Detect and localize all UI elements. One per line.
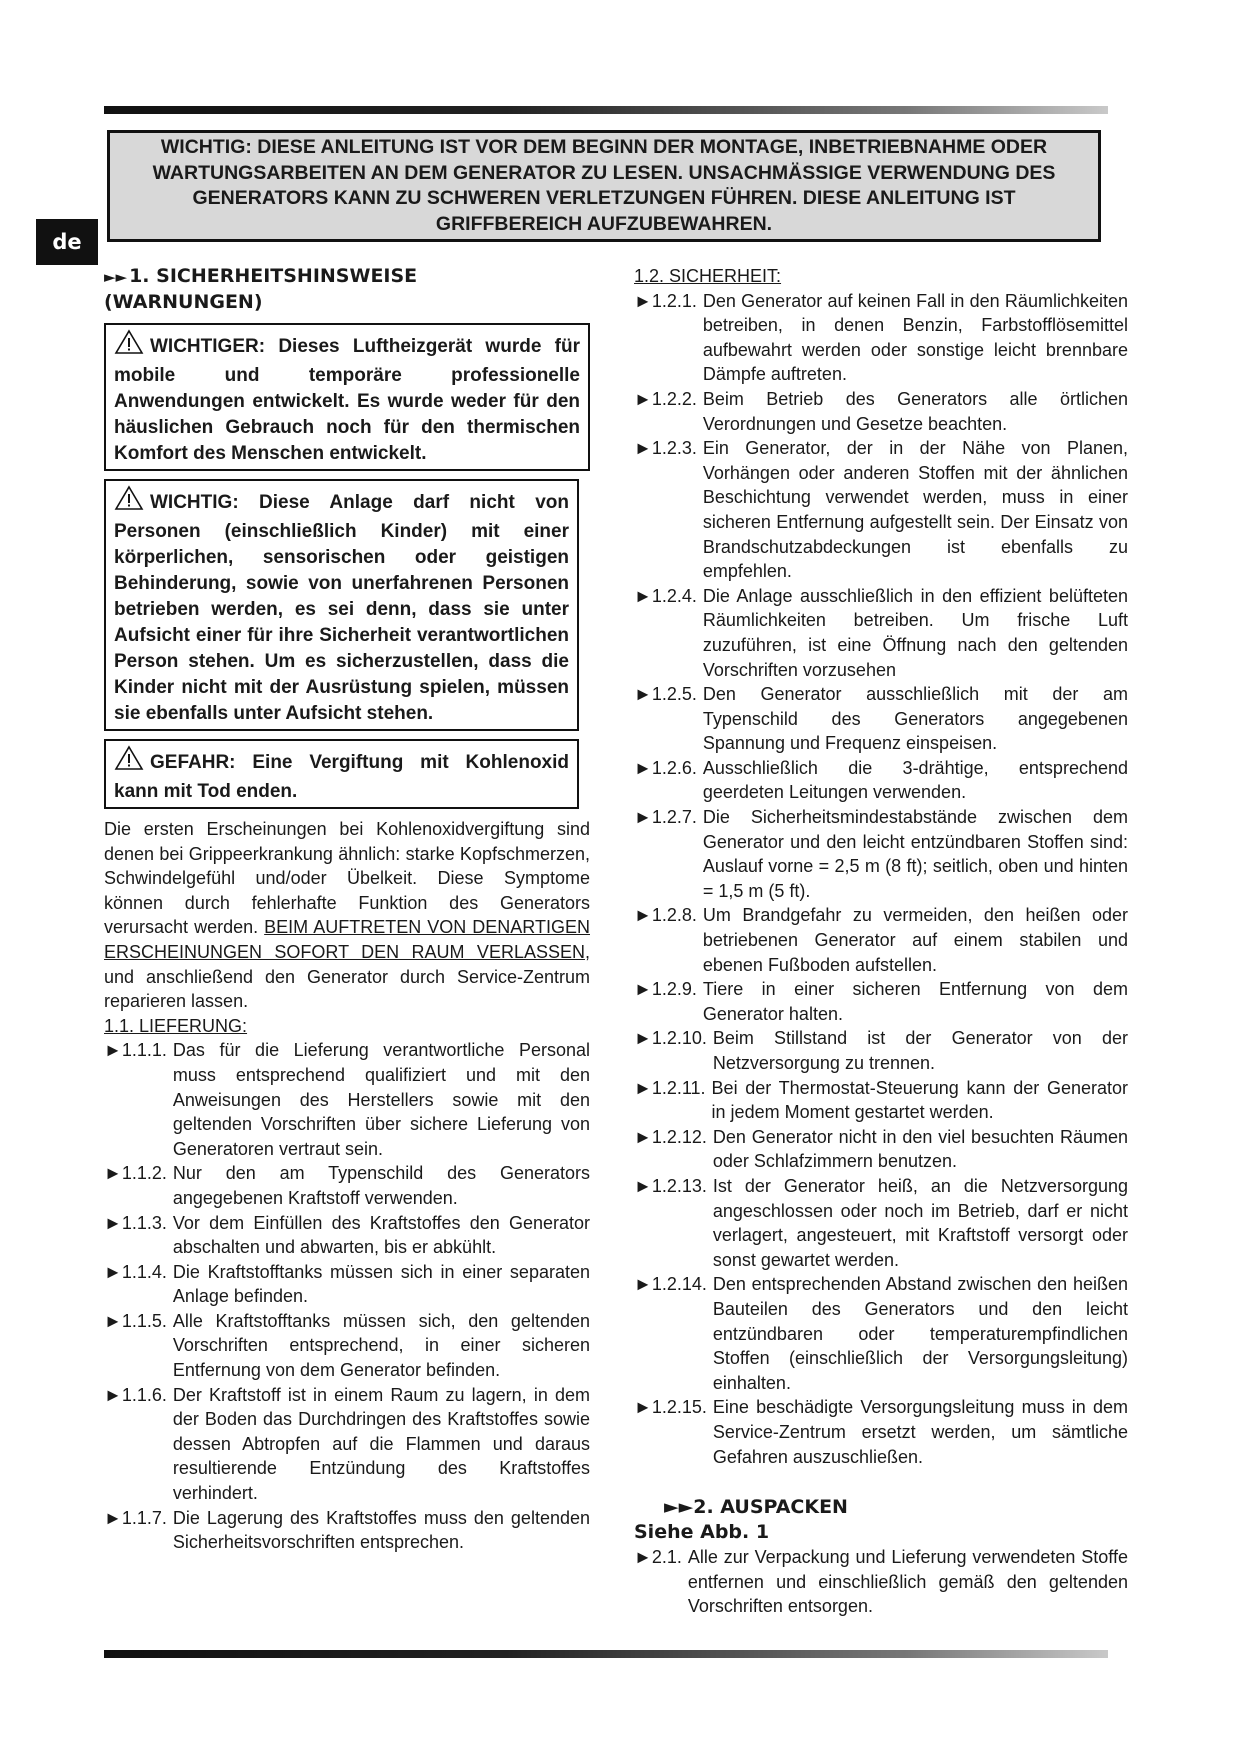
list-item: ►1.2.10. Beim Stillstand ist der Generator von der Netzversorgung zu trennen.: [634, 1028, 1128, 1073]
section2-title: 2. AUSPACKEN: [693, 1496, 848, 1519]
list-item: ►1.2.7. Die Sicherheitsmindestabstände zwischen dem Generator und den leicht entzündbaren Stoffen sind: Auslauf vorne = 2,5 m (8 ft); seitlich, oben und hinten = 1,5 m (5 ft).: [634, 807, 1128, 901]
delivery-list: [104, 1038, 590, 1554]
section1-arrows: ►►: [104, 268, 128, 286]
bullet-arrow-icon: ►: [634, 1175, 652, 1196]
important-banner: WICHTIG: DIESE ANLEITUNG IST VOR DEM BEGINN DER MONTAGE, INBETRIEBNAHME ODER WARTUNGSARBEITEN AN DEM GENERATOR ZU LESEN. UNSACHMÄSSIGE VERWENDUNG DES GENERATORS KANN ZU SCHWEREN VERLETZUNGEN FÜHREN. DIESE ANLEITUNG IST GRIFFBEREICH AUFZUBEWAHREN.: [107, 130, 1101, 242]
language-tab: de: [36, 219, 98, 265]
list-item: ►2.1. Alle zur Verpackung und Lieferung verwendeten Stoffe entfernen und einschließlich gemäß den geltenden Vorschriften entsorgen.: [634, 1547, 1128, 1617]
section1-heading: [104, 264, 590, 315]
list-item: ►1.2.4. Die Anlage ausschließlich in den effizient belüfteten Räumlichkeiten betreiben. Um frische Luft zuzuführen, ist eine Öffnung nach den geltenden Vorschriften vorzusehen: [634, 585, 1128, 680]
bullet-arrow-icon: ►: [634, 1028, 652, 1049]
list-item: ►1.1.3. Vor dem Einfüllen des Kraftstoffes den Generator abschalten und abwarten, bis er abkühlt.: [104, 1212, 590, 1258]
right-column: [634, 264, 1128, 1619]
section2-subtitle: Siehe Abb. 1: [634, 1521, 770, 1544]
top-rule: [104, 106, 1108, 114]
bullet-arrow-icon: ►: [104, 1310, 122, 1331]
list-item: ►1.2.1. Den Generator auf keinen Fall in den Räumlichkeiten betreiben, in denen Benzin, Farbstofflösemittel aufbewahrt werden oder sonstige leicht brennbare Dämpfe auftreten.: [634, 290, 1128, 385]
list-item: ►1.1.4. Die Kraftstofftanks müssen sich in einer separaten Anlage befinden.: [104, 1261, 590, 1307]
bullet-arrow-icon: ►: [634, 905, 652, 926]
list-item: ►1.2.9. Tiere in einer sicheren Entfernung von dem Generator halten.: [634, 979, 1128, 1024]
section2: [634, 1495, 1128, 1619]
list-item: ►1.2.8. Um Brandgefahr zu vermeiden, den heißen oder betriebenen Generator auf einem stabilen und ebenen Fußboden aufstellen.: [634, 905, 1128, 975]
warning-triangle-icon: [114, 745, 144, 779]
bullet-arrow-icon: ►: [634, 979, 652, 1000]
warning-text-3: GEFAHR: Eine Vergiftung mit Kohlenoxid kann mit Tod enden.: [114, 752, 569, 802]
list-item: ►1.2.5. Den Generator ausschließlich mit der am Typenschild des Generators angegebenen Spannung und Frequenz einspeisen.: [634, 684, 1128, 754]
bullet-arrow-icon: ►: [104, 1163, 122, 1184]
safety-heading: 1.2. SICHERHEIT:: [634, 266, 782, 286]
warning-triangle-icon: [114, 485, 144, 519]
section1-title: 1. SICHERHEITSHINSWEISE: [129, 265, 418, 287]
list-item: ►1.2.6. Ausschließlich die 3-drähtige, entsprechend geerdeten Leitungen verwenden.: [634, 757, 1128, 803]
bullet-arrow-icon: ►: [104, 1384, 122, 1405]
bullet-arrow-icon: ►: [634, 388, 652, 409]
list-item: ►1.2.14. Den entsprechenden Abstand zwischen den heißen Bauteilen des Generators und den leicht entzündbaren oder temperaturempfindlichen Stoffen (einschließlich der Versorgungsleitung) einhalten.: [634, 1274, 1128, 1393]
list-item: ►1.2.15. Eine beschädigte Versorgungsleitung muss in dem Service-Zentrum ersetzt werden, um sämtliche Gefahren auszuschließen.: [634, 1397, 1128, 1467]
warning-triangle-icon: [114, 329, 144, 363]
warning-box-3: [104, 739, 579, 809]
left-column: [104, 264, 590, 1555]
bullet-arrow-icon: ►: [634, 684, 652, 705]
warning-box-1: [104, 323, 590, 471]
list-item: ►1.2.13. Ist der Generator heiß, an die Netzversorgung angeschlossen oder noch im Betrieb, darf er nicht verlagert, angesteuert, mit Kraftstoff versorgt oder sonst gewartet werden.: [634, 1175, 1128, 1270]
list-item: ►1.1.6. Der Kraftstoff ist in einem Raum zu lagern, in dem der Boden das Durchdringen des Kraftstoffes sowie dessen Abtropfen auf die Flammen und daraus resultierende Entzündung des Kraftstoffes verhindert.: [104, 1384, 590, 1504]
list-item: ►1.1.5. Alle Kraftstofftanks müssen sich, den geltenden Vorschriften entsprechend, in einer sicheren Entfernung von dem Generator befinden.: [104, 1310, 590, 1381]
leave-room-instruction: BEIM AUFTRETEN VON DENARTIGEN ERSCHEINUNGEN SOFORT DEN RAUM VERLASSEN: [104, 917, 590, 962]
warning-text-2: WICHTIG: Diese Anlage darf nicht von Personen (einschließlich Kinder) mit einer körperlichen, sensorischen oder geistigen Behinderung, sowie von unerfahrenen Personen betrieben werden, es sei denn, dass sie unter Aufsicht einer für ihre Sicherheit verantwortlichen Person stehen. Um es sicherzustellen, dass die Kinder nicht mit der Ausrüstung spielen, müssen sie ebenfalls unter Aufsicht stehen.: [114, 492, 569, 724]
bullet-arrow-icon: ►: [634, 1397, 652, 1418]
section2-arrows: ►►: [664, 1496, 694, 1519]
co-paragraph: Die ersten Erscheinungen bei Kohlenoxidvergiftung sind denen bei Grippeerkrankung ähnlich: starke Kopfschmerzen, Schwindelgefühl und/oder Übelkeit. Diese Symptome können durch fehlerhafte Funktion des Generators verursacht werden. BEIM AUFTRETEN VON DENARTIGEN ERSCHEINUNGEN SOFORT DEN RAUM VERLASSEN, und anschließend den Generator durch Service-Zentrum reparieren lassen.: [104, 819, 590, 1012]
bullet-arrow-icon: ►: [104, 1507, 122, 1528]
delivery-heading: 1.1. LIEFERUNG:: [104, 1015, 248, 1036]
list-item: ►1.1.2. Nur den am Typenschild des Generators angegebenen Kraftstoff verwenden.: [104, 1163, 590, 1208]
bullet-arrow-icon: ►: [634, 807, 652, 828]
warning-text-1: WICHTIGER: Dieses Luftheizgerät wurde für mobile und temporäre professionelle Anwendungen entwickelt. Es wurde weder für den häuslichen Gebrauch noch für den thermischen Komfort des Menschen entwickelt.: [114, 336, 580, 464]
bullet-arrow-icon: ►: [634, 1274, 652, 1295]
bullet-arrow-icon: ►: [634, 1077, 652, 1098]
bullet-arrow-icon: ►: [634, 1547, 652, 1568]
safety-list: [634, 289, 1128, 1470]
section1-subtitle: (WARNUNGEN): [104, 291, 263, 313]
list-item: ►1.1.7. Die Lagerung des Kraftstoffes muss den geltenden Sicherheitsvorschriften entsprechen.: [104, 1507, 590, 1553]
section2-heading: [634, 1495, 1128, 1520]
bullet-arrow-icon: ►: [104, 1261, 122, 1282]
bullet-arrow-icon: ►: [634, 438, 652, 459]
list-item: ►1.2.12. Den Generator nicht in den viel besuchten Räumen oder Schlafzimmern benutzen.: [634, 1126, 1128, 1172]
bullet-arrow-icon: ►: [634, 585, 652, 606]
list-item: ►1.2.2. Beim Betrieb des Generators alle örtlichen Verordnungen und Gesetze beachten.: [634, 388, 1128, 434]
bottom-rule: [104, 1650, 1108, 1658]
bullet-arrow-icon: ►: [104, 1212, 122, 1233]
warning-box-2: [104, 479, 579, 731]
list-item: ►1.2.11. Bei der Thermostat-Steuerung kann der Generator in jedem Moment gestartet werden.: [634, 1077, 1128, 1123]
bullet-arrow-icon: ►: [104, 1040, 122, 1061]
list-item: ►1.1.1. Das für die Lieferung verantwortliche Personal muss entsprechend qualifiziert und mit den Anweisungen des Herstellers sowie mit den geltenden Vorschriften über sichere Lieferung von Generatoren vertraut sein.: [104, 1040, 590, 1159]
bullet-arrow-icon: ►: [634, 290, 652, 311]
bullet-arrow-icon: ►: [634, 1126, 652, 1147]
list-item: ►1.2.3. Ein Generator, der in der Nähe von Planen, Vorhängen oder anderen Stoffen mit der ähnlichen Beschichtung verwendet werden, muss in einer sicheren Entfernung aufgestellt sein. Der Einsatz von Brandschutzabdeckungen ist ebenfalls zu empfehlen.: [634, 438, 1128, 582]
bullet-arrow-icon: ►: [634, 757, 652, 778]
